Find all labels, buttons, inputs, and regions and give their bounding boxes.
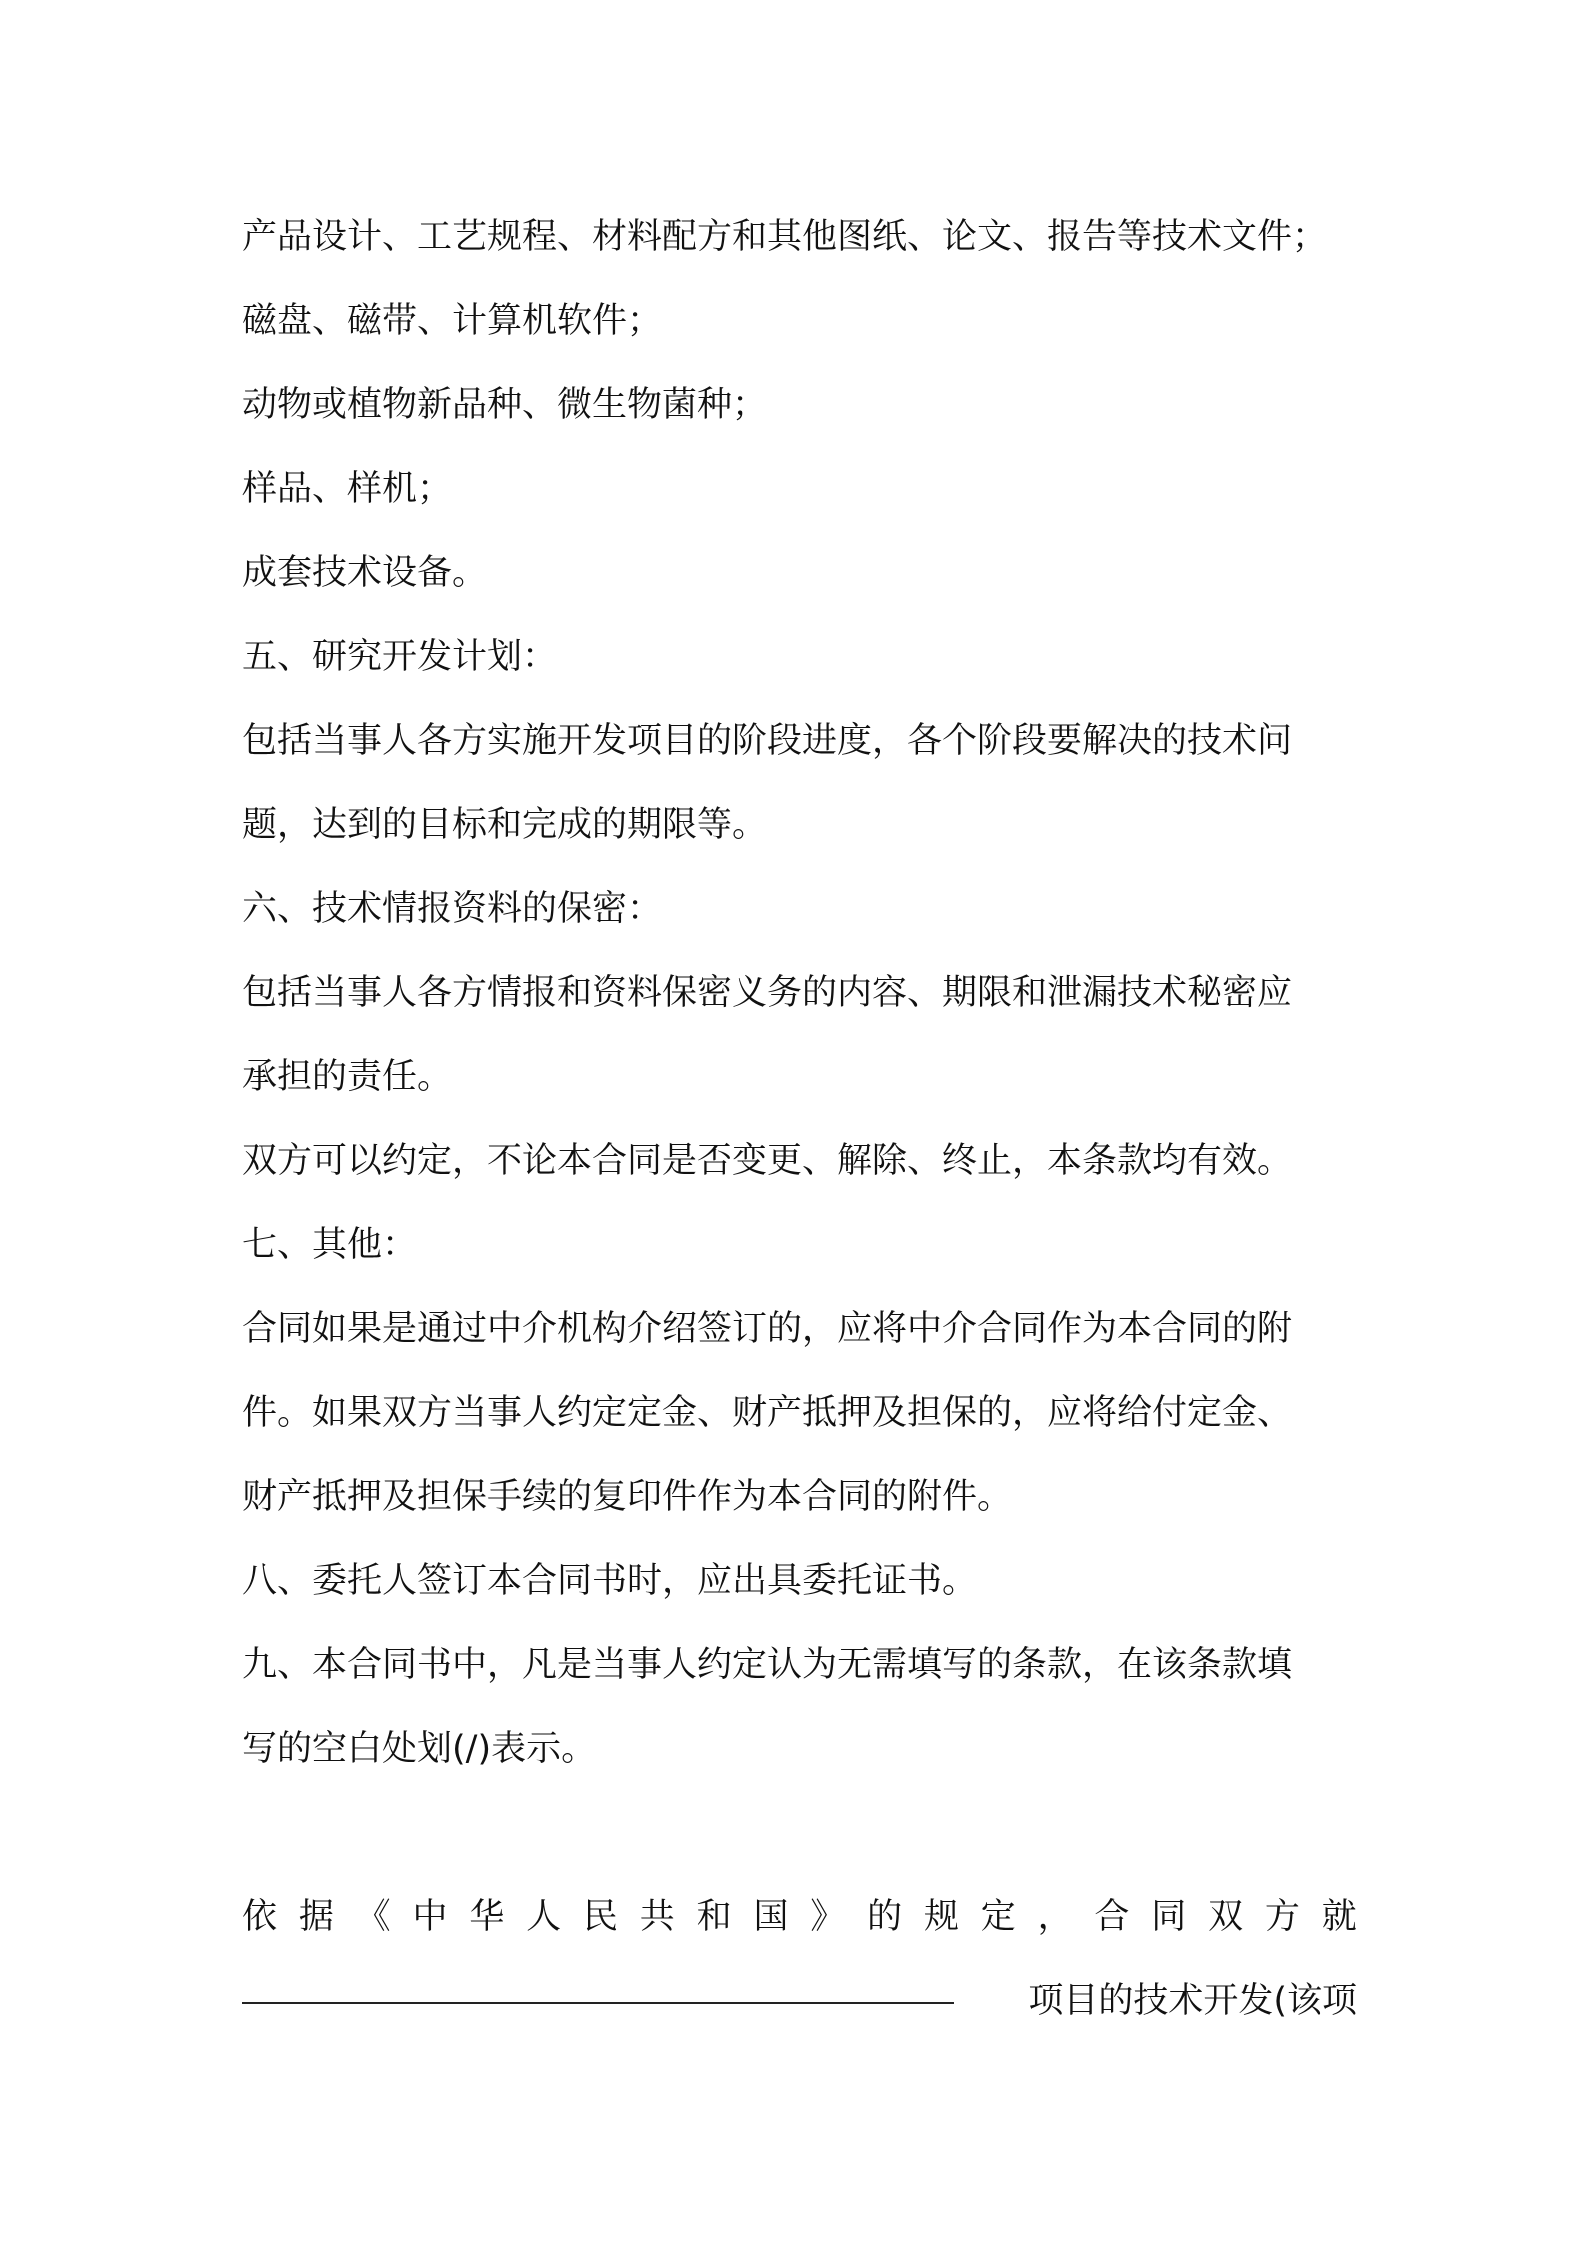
- blank-fill-field[interactable]: [242, 1974, 954, 2004]
- text-line: 九、本合同书中，凡是当事人约定认为无需填写的条款，在该条款填: [242, 1645, 1293, 1685]
- justified-char: 》: [810, 1897, 846, 1937]
- section-heading: 五、研究开发计划：: [242, 637, 558, 677]
- fill-in-line: [242, 1959, 1357, 2043]
- text-line: 承担的责任。: [242, 1057, 453, 1097]
- paragraph-gap: [242, 1791, 1357, 1875]
- justified-char: 和: [696, 1897, 732, 1937]
- justified-char: 定: [980, 1897, 1016, 1937]
- section-heading: 七、其他：: [242, 1225, 418, 1265]
- text-line: 题，达到的目标和完成的期限等。: [242, 805, 768, 845]
- justified-char: 依: [242, 1897, 278, 1937]
- text-line: 财产抵押及担保手续的复印件作为本合同的附件。: [242, 1477, 1013, 1517]
- text-line: 成套技术设备。: [242, 553, 488, 593]
- justified-text-line: [242, 1875, 1357, 1959]
- text-line: 合同如果是通过中介机构介绍签订的，应将中介合同作为本合同的附: [242, 1309, 1293, 1349]
- justified-char: 双: [1208, 1897, 1244, 1937]
- tail-text: 项目的技术开发(该项: [1028, 1981, 1357, 2021]
- justified-char: ，: [1037, 1897, 1073, 1937]
- justified-char: 据: [298, 1897, 334, 1937]
- justified-char: 中: [412, 1897, 448, 1937]
- section-heading: 六、技术情报资料的保密：: [242, 889, 663, 929]
- justified-char: 人: [526, 1897, 562, 1937]
- section-heading: 八、委托人签订本合同书时，应出具委托证书。: [242, 1561, 978, 1601]
- justified-char: 合: [1094, 1897, 1130, 1937]
- justified-char: 方: [1264, 1897, 1300, 1937]
- text-line: 动物或植物新品种、微生物菌种；: [242, 385, 768, 425]
- justified-char: 同: [1151, 1897, 1187, 1937]
- text-line: 产品设计、工艺规程、材料配方和其他图纸、论文、报告等技术文件；: [242, 217, 1328, 257]
- justified-char: 就: [1321, 1897, 1357, 1937]
- justified-char: 的: [867, 1897, 903, 1937]
- text-line: 件。如果双方当事人约定定金、财产抵押及担保的，应将给付定金、: [242, 1393, 1293, 1433]
- text-line: 写的空白处划(/)表示。: [242, 1729, 597, 1769]
- text-line: 包括当事人各方情报和资料保密义务的内容、期限和泄漏技术秘密应: [242, 973, 1293, 1013]
- document-body: [242, 195, 1357, 2043]
- justified-char: 华: [469, 1897, 505, 1937]
- text-line: 双方可以约定，不论本合同是否变更、解除、终止，本条款均有效。: [242, 1141, 1293, 1181]
- justified-char: 《: [355, 1897, 391, 1937]
- justified-char: 民: [582, 1897, 618, 1937]
- text-line: 样品、样机；: [242, 469, 453, 509]
- text-line: 包括当事人各方实施开发项目的阶段进度，各个阶段要解决的技术问: [242, 721, 1293, 761]
- justified-char: 共: [639, 1897, 675, 1937]
- justified-char: 国: [753, 1897, 789, 1937]
- text-line: 磁盘、磁带、计算机软件；: [242, 301, 663, 341]
- justified-char: 规: [923, 1897, 959, 1937]
